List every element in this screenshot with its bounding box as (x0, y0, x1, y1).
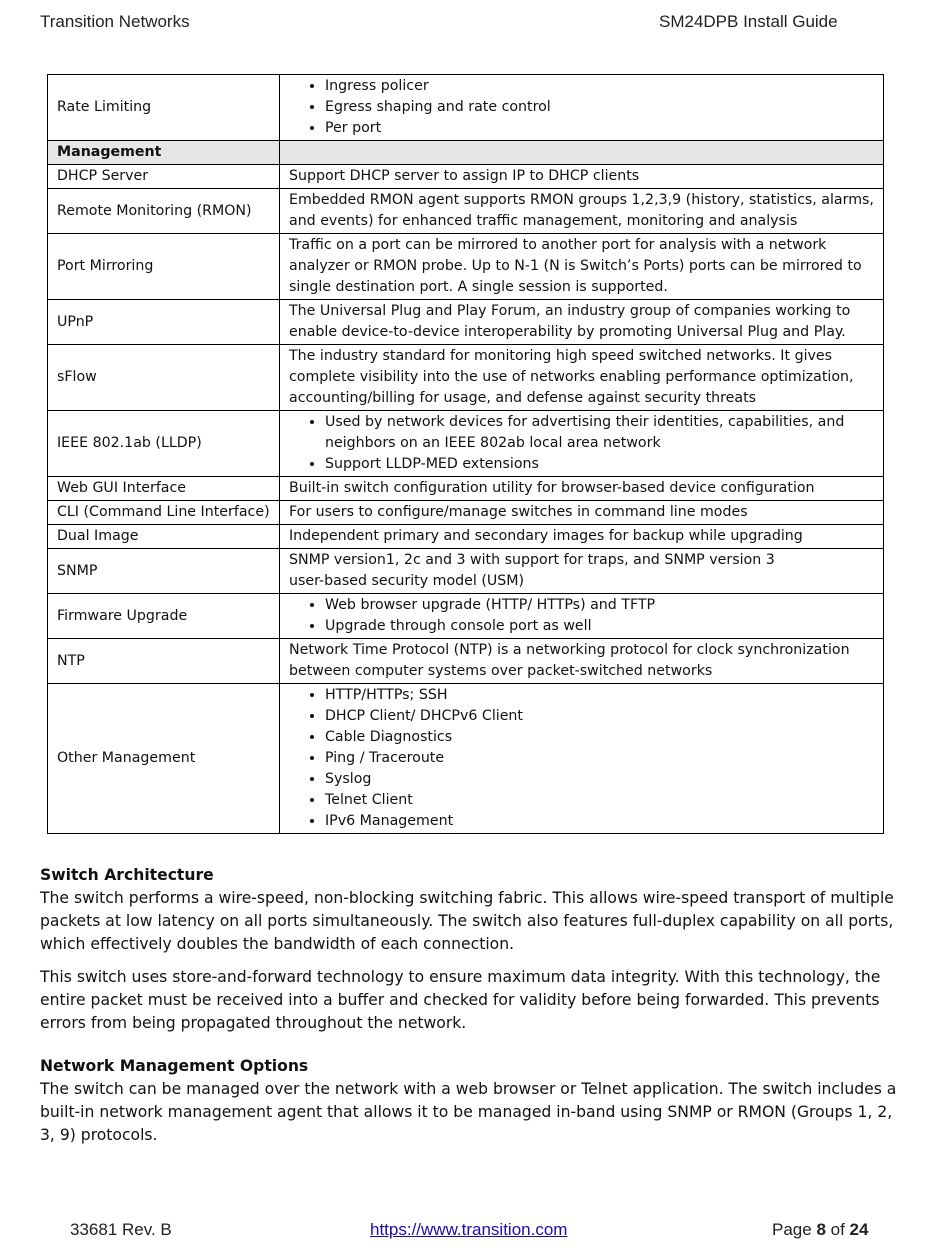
table-row (48, 234, 884, 300)
switch-architecture-heading: Switch Architecture (40, 866, 214, 884)
table-row (48, 594, 884, 639)
table-row (48, 300, 884, 345)
network-management-section (40, 1055, 900, 1147)
feature-description (280, 411, 884, 477)
feature-description (280, 594, 884, 639)
list-item: • Per port (325, 118, 874, 139)
page-total: 24 (849, 1220, 869, 1239)
list-item: • Telnet Client (325, 790, 874, 811)
bullet-list (289, 76, 874, 139)
page-current: 8 (816, 1220, 826, 1239)
feature-description: The Universal Plug and Play Forum, an industry group of companies working to enable device-to-device interoperability by promoting Universal Plug and Play. (280, 300, 884, 345)
description-line: user-based security model (USM) (289, 573, 525, 589)
footer-revision: 33681 Rev. B (70, 1220, 172, 1239)
list-item: • Support LLDP-MED extensions (325, 454, 874, 475)
table-row (48, 189, 884, 234)
feature-name: sFlow (48, 345, 280, 411)
header-company: Transition Networks (40, 12, 190, 31)
list-item: • DHCP Client/ DHCPv6 Client (325, 706, 874, 727)
feature-name: DHCP Server (48, 165, 280, 189)
feature-description (280, 684, 884, 834)
feature-description: Traffic on a port can be mirrored to another port for analysis with a network analyzer or RMON probe. Up to N-1 (N is Switch’s Ports) ports can be mirrored to single destination port. A single session is supported. (280, 234, 884, 300)
list-item: • HTTP/HTTPs; SSH (325, 685, 874, 706)
table-row (48, 525, 884, 549)
feature-name: CLI (Command Line Interface) (48, 501, 280, 525)
list-item: • Ingress policer (325, 76, 874, 97)
description-line: SNMP version1, 2c and 3 with support for traps, and SNMP version 3 (289, 552, 775, 568)
feature-name: NTP (48, 639, 280, 684)
table-row (48, 75, 884, 141)
bullet-list (289, 685, 874, 832)
feature-description: For users to configure/manage switches in command line modes (280, 501, 884, 525)
feature-name: SNMP (48, 549, 280, 594)
table-row (48, 411, 884, 477)
list-item: • Used by network devices for advertising their identities, capabilities, and neighbors on an IEEE 802ab local area network (325, 412, 874, 454)
spec-table (47, 74, 884, 834)
list-item: • Web browser upgrade (HTTP/ HTTPs) and TFTP (325, 595, 874, 616)
feature-name: UPnP (48, 300, 280, 345)
table-row (48, 477, 884, 501)
footer-website-link[interactable]: https://www.transition.com (370, 1220, 568, 1239)
page-prefix: Page (772, 1220, 817, 1239)
network-management-paragraph: The switch can be managed over the network with a web browser or Telnet application. The switch includes a built-in network management agent that allows it to be managed in-band using SNMP or RMON (Groups 1, 2, 3, 9) protocols. (40, 1080, 897, 1144)
switch-architecture-paragraph: This switch uses store-and-forward technology to ensure maximum data integrity. With this technology, the entire packet must be received into a buffer and checked for validity before being forwarded. This prevents errors from being propagated throughout the network. (40, 968, 881, 1032)
switch-architecture-section (40, 864, 900, 1035)
feature-description (280, 75, 884, 141)
feature-name: Rate Limiting (48, 75, 280, 141)
table-row (48, 165, 884, 189)
bullet-list (289, 595, 874, 637)
table-row (48, 639, 884, 684)
list-item: • Ping / Traceroute (325, 748, 874, 769)
feature-description (280, 141, 884, 165)
list-item: • Cable Diagnostics (325, 727, 874, 748)
feature-name: Remote Monitoring (RMON) (48, 189, 280, 234)
footer-page-number (772, 1220, 868, 1240)
list-item: • Syslog (325, 769, 874, 790)
feature-description: Independent primary and secondary images for backup while upgrading (280, 525, 884, 549)
bullet-list (289, 412, 874, 475)
feature-description: The industry standard for monitoring high speed switched networks. It gives complete visibility into the use of networks enabling performance optimization, accounting/billing for usage, and defense against security threats (280, 345, 884, 411)
section-title: Management (48, 141, 280, 165)
list-item: • IPv6 Management (325, 811, 874, 832)
feature-name: Firmware Upgrade (48, 594, 280, 639)
table-row (48, 501, 884, 525)
network-management-heading: Network Management Options (40, 1057, 309, 1075)
feature-name: Port Mirroring (48, 234, 280, 300)
switch-architecture-paragraph: The switch performs a wire-speed, non-blocking switching fabric. This allows wire-speed transport of multiple packets at low latency on all ports simultaneously. The switch also features full-duplex capability on all ports, which effectively doubles the bandwidth of each connection. (40, 889, 894, 953)
table-row (48, 345, 884, 411)
table-row (48, 684, 884, 834)
feature-name: Other Management (48, 684, 280, 834)
feature-description: Embedded RMON agent supports RMON groups 1,2,3,9 (history, statistics, alarms, and events) for enhanced traffic management, monitoring and analysis (280, 189, 884, 234)
feature-description: Support DHCP server to assign IP to DHCP clients (280, 165, 884, 189)
feature-name: Dual Image (48, 525, 280, 549)
table-row (48, 549, 884, 594)
page-of: of (825, 1220, 850, 1239)
table-section-row (48, 141, 884, 165)
feature-description (280, 549, 884, 594)
feature-name: Web GUI Interface (48, 477, 280, 501)
header-guide-title: SM24DPB Install Guide (659, 12, 838, 31)
feature-description: Network Time Protocol (NTP) is a networking protocol for clock synchronization between computer systems over packet-switched networks (280, 639, 884, 684)
list-item: • Upgrade through console port as well (325, 616, 874, 637)
feature-description: Built-in switch configuration utility for browser-based device configuration (280, 477, 884, 501)
list-item: • Egress shaping and rate control (325, 97, 874, 118)
feature-name: IEEE 802.1ab (LLDP) (48, 411, 280, 477)
